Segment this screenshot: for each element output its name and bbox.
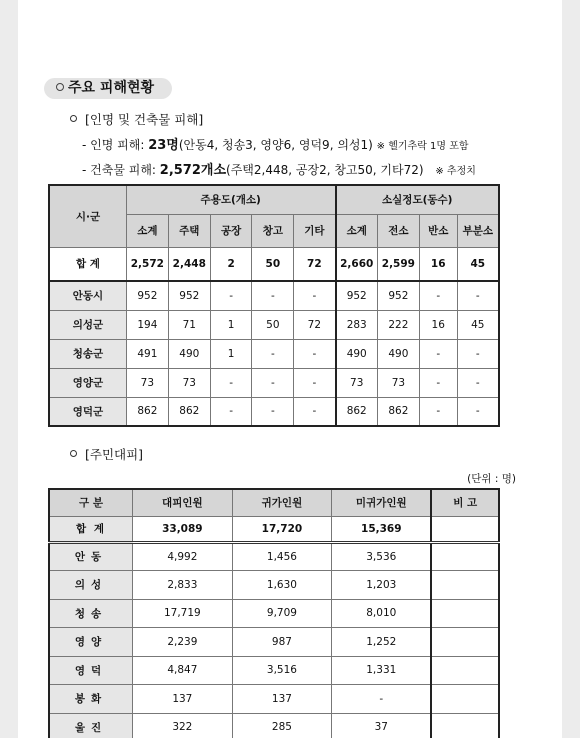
table-cell: 33,089 xyxy=(133,516,233,542)
table-cell: 952 xyxy=(168,281,210,310)
table-cell: 862 xyxy=(377,397,419,426)
row-label: 봉화 xyxy=(49,685,133,714)
row-label: 합 계 xyxy=(49,516,133,542)
table-cell xyxy=(431,656,499,685)
building-damage-line xyxy=(82,159,476,178)
table-cell: 17,719 xyxy=(133,599,233,628)
table-cell: 1 xyxy=(210,310,252,339)
table-cell: 4,992 xyxy=(133,542,233,571)
circle-bullet-icon xyxy=(56,83,64,91)
table-cell: 1,630 xyxy=(232,571,332,600)
table-row xyxy=(49,685,499,714)
table-cell xyxy=(431,542,499,571)
table-cell: - xyxy=(210,281,252,310)
col-header: 부분소 xyxy=(457,214,499,247)
table-cell: 490 xyxy=(336,339,378,368)
table-cell: 283 xyxy=(336,310,378,339)
row-label: 청송 xyxy=(49,599,133,628)
table-corner-header: 시·군 xyxy=(49,185,126,247)
table-cell: - xyxy=(457,368,499,397)
table-cell: - xyxy=(252,281,294,310)
table-cell: - xyxy=(252,397,294,426)
col-header: 구 분 xyxy=(49,489,133,516)
table-cell: - xyxy=(210,368,252,397)
table-cell: 2,833 xyxy=(133,571,233,600)
table-cell: 2,660 xyxy=(336,247,378,281)
table-cell: 490 xyxy=(377,339,419,368)
col-header: 기타 xyxy=(294,214,336,247)
human-damage-count: 23명 xyxy=(148,138,179,153)
col-header: 주택 xyxy=(168,214,210,247)
table-cell: 2,239 xyxy=(133,628,233,657)
table-cell: 73 xyxy=(168,368,210,397)
circle-bullet-icon xyxy=(70,115,77,122)
row-label: 안동시 xyxy=(49,281,126,310)
table-cell: 862 xyxy=(126,397,168,426)
col-header: 소계 xyxy=(126,214,168,247)
table-cell: - xyxy=(294,339,336,368)
table-cell: 73 xyxy=(126,368,168,397)
table-cell: - xyxy=(457,281,499,310)
col-header: 창고 xyxy=(252,214,294,247)
table-cell xyxy=(431,599,499,628)
row-label: 의성군 xyxy=(49,310,126,339)
table-cell xyxy=(431,571,499,600)
table-cell: 37 xyxy=(332,713,432,738)
table-cell: 73 xyxy=(336,368,378,397)
col-header: 대피인원 xyxy=(133,489,233,516)
col-header: 반소 xyxy=(419,214,457,247)
group-header-loss: 소실정도(동수) xyxy=(336,185,500,214)
human-damage-detail: (안동4, 청송3, 영양6, 영덕9, 의성1) xyxy=(178,138,373,152)
table-cell: - xyxy=(210,397,252,426)
human-damage-label: - 인명 피해: xyxy=(82,138,149,152)
row-label: 울진 xyxy=(49,713,133,738)
table-cell: 1 xyxy=(210,339,252,368)
row-label: 안동 xyxy=(49,542,133,571)
casualty-heading-text: [인명 및 건축물 피해] xyxy=(85,112,204,127)
section-title xyxy=(44,78,172,99)
table-cell: - xyxy=(419,397,457,426)
table-row xyxy=(49,281,499,310)
table-cell: 1,331 xyxy=(332,656,432,685)
table-row xyxy=(49,628,499,657)
building-damage-label: - 건축물 피해: xyxy=(82,163,160,177)
col-header: 미귀가인원 xyxy=(332,489,432,516)
row-label: 영양 xyxy=(49,628,133,657)
table-cell xyxy=(431,713,499,738)
table-cell: 9,709 xyxy=(232,599,332,628)
table-cell: - xyxy=(294,397,336,426)
table-row xyxy=(49,713,499,738)
unit-label: (단위 : 명) xyxy=(467,473,516,485)
building-damage-detail: (주택2,448, 공장2, 창고50, 기타72) xyxy=(226,163,424,177)
row-label: 의성 xyxy=(49,571,133,600)
table-cell: 862 xyxy=(336,397,378,426)
table-cell: 3,536 xyxy=(332,542,432,571)
col-header: 비 고 xyxy=(431,489,499,516)
table-cell: 45 xyxy=(457,247,499,281)
table-cell: 45 xyxy=(457,310,499,339)
table-cell: 16 xyxy=(419,247,457,281)
row-label: 영덕 xyxy=(49,656,133,685)
table-total-row xyxy=(49,516,499,542)
human-damage-note: ※ 헬기추락 1명 포함 xyxy=(376,141,469,152)
table-row xyxy=(49,656,499,685)
table-row xyxy=(49,571,499,600)
table-cell: 2,448 xyxy=(168,247,210,281)
table-cell: - xyxy=(457,397,499,426)
table-row xyxy=(49,397,499,426)
table-cell: - xyxy=(419,281,457,310)
table-row xyxy=(49,599,499,628)
col-header: 전소 xyxy=(377,214,419,247)
table-cell: - xyxy=(252,339,294,368)
table-cell: - xyxy=(252,368,294,397)
table-cell xyxy=(431,516,499,542)
table-cell: - xyxy=(457,339,499,368)
table-cell: - xyxy=(332,685,432,714)
row-label: 청송군 xyxy=(49,339,126,368)
table-cell: 1,252 xyxy=(332,628,432,657)
evacuation-table xyxy=(48,488,500,738)
circle-bullet-icon xyxy=(70,450,77,457)
col-header: 귀가인원 xyxy=(232,489,332,516)
section-title-text: 주요 피해현황 xyxy=(68,80,155,96)
table-cell: 137 xyxy=(232,685,332,714)
human-damage-line xyxy=(82,134,469,153)
table-cell: 17,720 xyxy=(232,516,332,542)
table-row xyxy=(49,368,499,397)
row-label: 영덕군 xyxy=(49,397,126,426)
table-cell: 50 xyxy=(252,247,294,281)
table-cell: 952 xyxy=(377,281,419,310)
table-cell: - xyxy=(419,368,457,397)
table-cell: - xyxy=(294,368,336,397)
table-cell: 2,572 xyxy=(126,247,168,281)
evacuation-heading xyxy=(70,445,143,463)
table-cell: - xyxy=(294,281,336,310)
building-damage-table xyxy=(48,184,500,427)
table-cell: 194 xyxy=(126,310,168,339)
table-cell: 3,516 xyxy=(232,656,332,685)
table-cell: 50 xyxy=(252,310,294,339)
table-cell xyxy=(431,685,499,714)
group-header-usage: 주용도(개소) xyxy=(126,185,335,214)
table-cell: 987 xyxy=(232,628,332,657)
col-header: 공장 xyxy=(210,214,252,247)
table-cell: 491 xyxy=(126,339,168,368)
table-cell: 73 xyxy=(377,368,419,397)
evacuation-heading-text: [주민대피] xyxy=(85,447,144,462)
row-label: 합 계 xyxy=(49,247,126,281)
building-damage-count: 2,572개소 xyxy=(159,163,227,178)
casualty-heading xyxy=(70,110,203,128)
table-cell: 4,847 xyxy=(133,656,233,685)
table-row xyxy=(49,542,499,571)
table-cell: 285 xyxy=(232,713,332,738)
table-cell xyxy=(431,628,499,657)
table-cell: 222 xyxy=(377,310,419,339)
table-row xyxy=(49,339,499,368)
table-cell: 2 xyxy=(210,247,252,281)
col-header: 소계 xyxy=(336,214,378,247)
table-cell: 1,203 xyxy=(332,571,432,600)
row-label: 영양군 xyxy=(49,368,126,397)
table-cell: 862 xyxy=(168,397,210,426)
table-cell: 952 xyxy=(126,281,168,310)
table-cell: 322 xyxy=(133,713,233,738)
table-row xyxy=(49,310,499,339)
table-cell: 16 xyxy=(419,310,457,339)
table-total-row xyxy=(49,247,499,281)
building-damage-note: ※ 추정치 xyxy=(435,166,476,177)
table-cell: 72 xyxy=(294,310,336,339)
table-cell: 1,456 xyxy=(232,542,332,571)
table-cell: 2,599 xyxy=(377,247,419,281)
table-cell: - xyxy=(419,339,457,368)
table-cell: 490 xyxy=(168,339,210,368)
table-cell: 137 xyxy=(133,685,233,714)
table-cell: 8,010 xyxy=(332,599,432,628)
table-cell: 72 xyxy=(294,247,336,281)
table-cell: 952 xyxy=(336,281,378,310)
table-cell: 15,369 xyxy=(332,516,432,542)
table-cell: 71 xyxy=(168,310,210,339)
